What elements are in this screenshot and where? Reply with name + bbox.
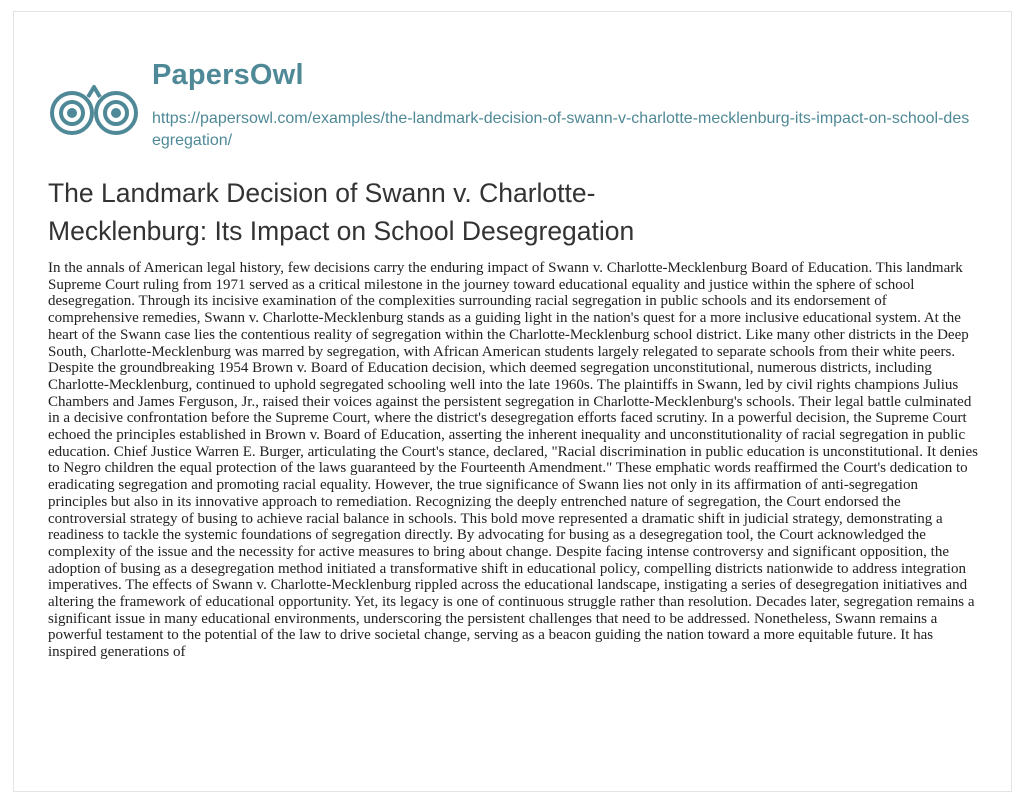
article-title: The Landmark Decision of Swann v. Charlotte-Mecklenburg: Its Impact on School Desegregation [48, 178, 635, 246]
brand-name: PapersOwl [152, 59, 304, 91]
article-body: In the annals of American legal history, few decisions carry the enduring impact of Swann v. Charlotte-Mecklenburg Board of Education. This landmark Supreme Court ruling from 1971 served as a critical milestone in the journey toward educational equality and justice within the sphere of school desegregation. Through its incisive examination of the complexities surrounding racial segregation in public schools and its endorsement of comprehensive remedies, Swann v. Charlotte-Mecklenburg stands as a guiding light in the nation's quest for a more inclusive educational system. At the heart of the Swann case lies the contentious reality of segregation within the Charlotte-Mecklenburg school district. Like many other districts in the Deep South, Charlotte-Mecklenburg was marred by segregation, with African American students largely relegated to separate schools from their white peers. Despite the groundbreaking 1954 Brown v. Board of Education decision, which deemed segregation unconstitutional, numerous districts, including Charlotte-Mecklenburg, continued to uphold segregated schooling well into the late 1960s. The plaintiffs in Swann, led by civil rights champions Julius Chambers and James Ferguson, Jr., raised their voices against the persistent segregation in Charlotte-Mecklenburg's schools. Their legal battle culminated in a decisive confrontation before the Supreme Court, where the district's desegregation efforts faced scrutiny. In a powerful decision, the Supreme Court echoed the principles established in Brown v. Board of Education, asserting the inherent inequality and unconstitutionality of racial segregation in public education. Chief Justice Warren E. Burger, articulating the Court's stance, declared, "Racial discrimination in public education is unconstitutional. It denies to Negro children the equal protection of the laws guaranteed by the Fourteenth Amendment." These emphatic words reaffirmed the Court's dedication to eradicating segregation and promoting racial equality. However, the true significance of Swann lies not only in its affirmation of anti-segregation principles but also in its innovative approach to remediation. Recognizing the deeply entrenched nature of segregation, the Court endorsed the controversial strategy of busing to achieve racial balance in schools. This bold move represented a dramatic shift in judicial strategy, demonstrating a readiness to tackle the systemic foundations of segregation directly. By advocating for busing as a desegregation tool, the Court acknowledged the complexity of the issue and the necessity for active measures to bring about change. Despite facing intense controversy and significant opposition, the adoption of busing as a desegregation method initiated a transformative shift in educational policy, compelling districts nationwide to address integration imperatives. The effects of Swann v. Charlotte-Mecklenburg rippled across the educational landscape, instigating a series of desegregation initiatives and altering the framework of educational opportunity. Yet, its legacy is one of continuous struggle rather than resolution. Decades later, segregation remains a significant issue in many educational environments, underscoring the persistent challenges that need to be addressed. Nonetheless, Swann remains a powerful testament to the potential of the law to drive societal change, serving as a beacon guiding the nation toward a more equitable future. It has inspired generations of [48, 260, 978, 661]
source-url-link[interactable]: https://papersowl.com/examples/the-landmark-decision-of-swann-v-charlotte-mecklenburg-its-impact-on-school-desegregation/ [152, 110, 970, 149]
header [48, 53, 978, 163]
owl-eyes-logo-icon [48, 67, 140, 159]
